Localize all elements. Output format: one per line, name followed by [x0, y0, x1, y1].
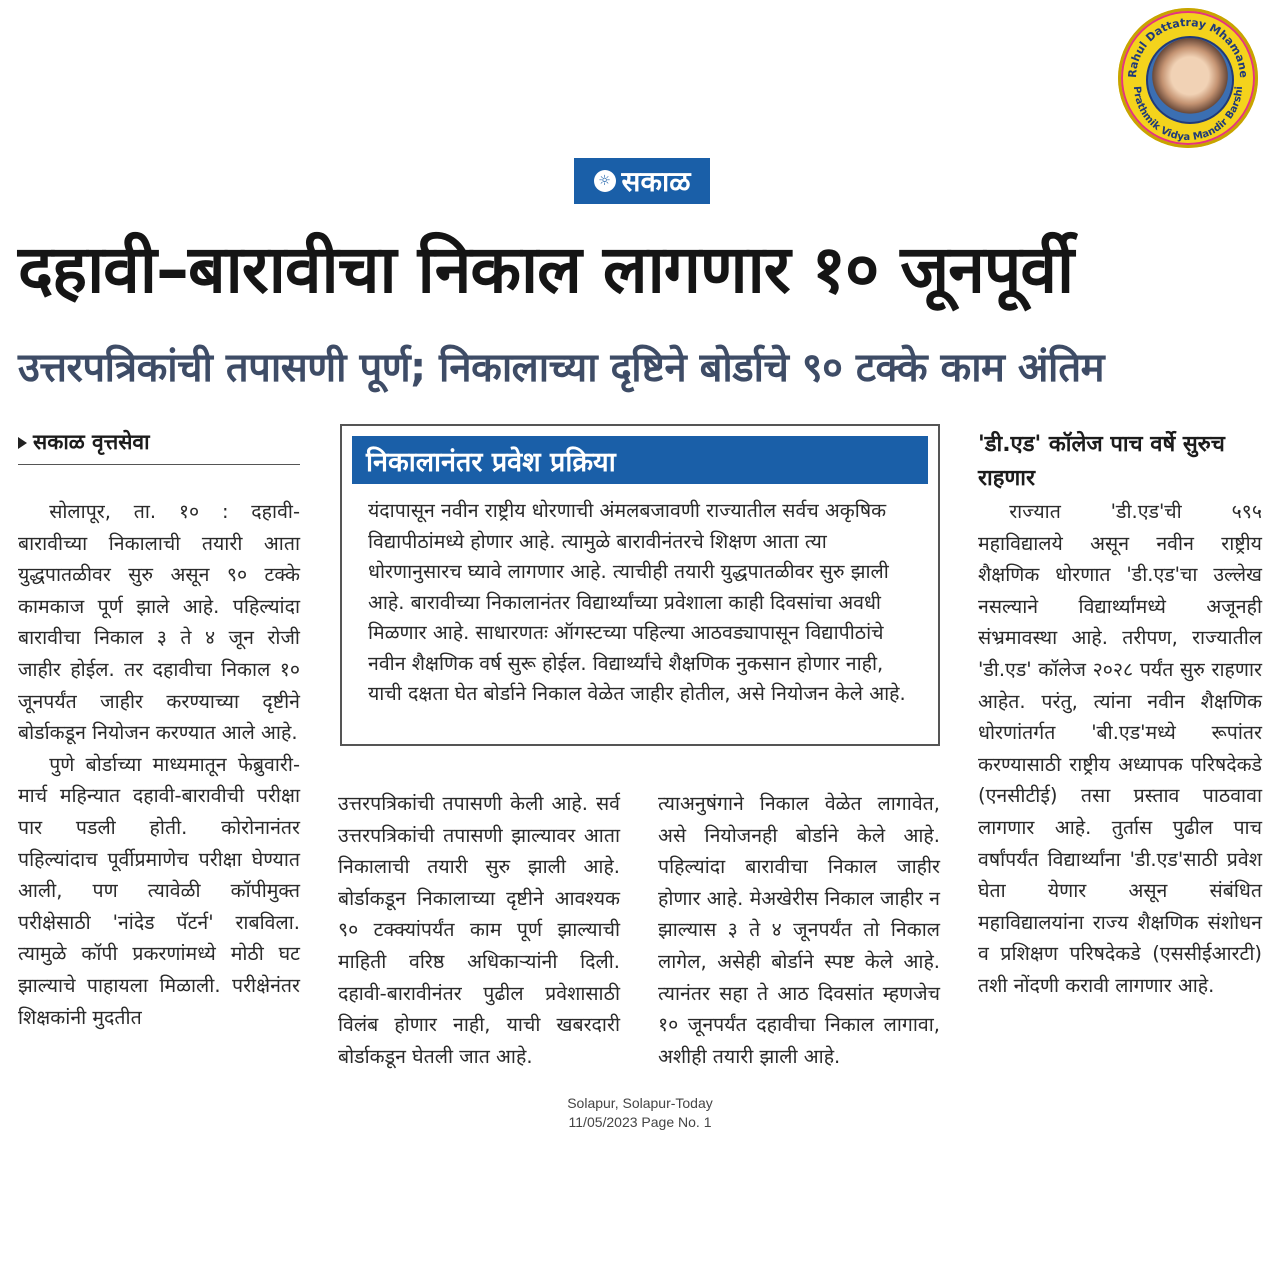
headline: दहावी–बारावीचा निकाल लागणार १० जूनपूर्वी — [18, 231, 1074, 308]
masthead-name: सकाळ — [621, 165, 691, 198]
newspaper-masthead — [574, 158, 710, 204]
col1-paragraph-1: सोलापूर, ता. १० : दहावी-बारावीच्या निकालाची तयारी आता युद्धपातळीवर सुरु असून ९० टक्के कामकाज पूर्ण झाले आहे. पहिल्यांदा बारावीचा निकाल ३ ते ४ जून रोजी जाहीर होईल. तर दहावीचा निकाल १० जूनपर्यंत जाहीर करण्याच्या दृष्टीने बोर्डाकडून नियोजन करण्यात आले आहे. — [18, 500, 300, 745]
sidebar-box — [340, 424, 940, 746]
col2-text: उत्तरपत्रिकांची तपासणी केली आहे. सर्व उत्तरपत्रिकांची तपासणी झाल्यावर आता निकालाची तयारी सुरु झाली आहे. बोर्डाकडून निकालाच्या दृष्टीने आवश्यक ९० टक्क्यांपर्यंत काम पूर्ण झाल्याची माहिती वरिष्ठ अधिकाऱ्यांनी दिली. दहावी-बारावीनंतर पुढील प्रवेशासाठी विलंब होणार नाही, याची खबरदारी बोर्डाकडून घेतली जात आहे. — [338, 792, 620, 1068]
triangle-bullet-icon — [18, 437, 27, 449]
byline-text: सकाळ वृत्तसेवा — [33, 430, 150, 454]
dateline-place: Solapur, Solapur-Today — [567, 1095, 713, 1111]
side-story-column — [978, 496, 1262, 1002]
sakal-logo-icon: ☼ — [594, 170, 616, 192]
article-column-3 — [658, 788, 940, 1072]
box-body: यंदापासून नवीन राष्ट्रीय धोरणाची अंमलबजावणी राज्यातील सर्वच अकृषिक विद्यापीठांमध्ये होणार आहे. त्यामुळे बारावीनंतरचे शिक्षण आता त्या धोरणानुसारच घ्यावे लागणार आहे. त्याचीही तयारी युद्धपातळीवर सुरु झाली आहे. बारावीच्या निकालानंतर विद्यार्थ्यांच्या प्रवेशाला काही दिवसांचा अवधी मिळणार आहे. साधारणतः ऑगस्टच्या पहिल्या आठवड्यापासून विद्यापीठांचे नवीन शैक्षणिक वर्ष सुरू होईल. विद्यार्थ्यांचे शैक्षणिक नुकसान होणार नाही, याची दक्षता घेत बोर्डाने निकाल वेळेत जाहीर होतील, असे नियोजन केले आहे. — [368, 499, 906, 705]
box-title: निकालानंतर प्रवेश प्रक्रिया — [352, 436, 928, 484]
badge-top-text: Rahul Dattatray Mhamane — [1125, 15, 1251, 79]
dateline — [540, 1094, 740, 1132]
side-story-title: 'डी.एड' कॉलेज पाच वर्षे सुरुच राहणार — [978, 432, 1225, 491]
dateline-date-page: 11/05/2023 Page No. 1 — [568, 1114, 712, 1130]
subheadline: उत्तरपत्रिकांची तपासणी पूर्ण; निकालाच्या दृष्टिने बोर्डाचे ९० टक्के काम अंतिम — [18, 345, 1105, 391]
profile-badge — [1118, 8, 1258, 148]
side-story-body: राज्यात 'डी.एड'ची ५९५ महाविद्यालये असून नवीन राष्ट्रीय शैक्षणिक धोरणात 'डी.एड'चा उल्लेख नसल्याने विद्यार्थ्यांमध्ये अजूनही संभ्रमावस्था आहे. तरीपण, राज्यातील 'डी.एड' कॉलेज २०२८ पर्यंत सुरु राहणार आहेत. परंतु, त्यांना नवीन शैक्षणिक धोरणांतर्गत 'बी.एड'मध्ये रूपांतर करण्यासाठी राष्ट्रीय अध्यापक परिषदेकडे (एनसीटीई) तसा प्रस्ताव पाठवावा लागणार आहे. तुर्तास पुढील पाच वर्षांपर्यंत विद्यार्थ्यांना 'डी.एड'साठी प्रवेश घेता येणार असून संबंधित महाविद्यालयांना राज्य शैक्षणिक संशोधन व प्रशिक्षण परिषदेकडे (एससीईआरटी) तशी नोंदणी करावी लागणार आहे. — [978, 500, 1262, 997]
badge-bottom-text: Prathmik Vidya Mandir Barshi — [1130, 85, 1246, 144]
col3-text: त्याअनुषंगाने निकाल वेळेत लागावेत, असे नियोजनही बोर्डाने केले आहे. पहिल्यांदा बारावीचा निकाल जाहीर होणार आहे. मेअखेरीस निकाल जाहीर न झाल्यास ३ ते ४ जूनपर्यंत तो निकाल लागेल, असेही बोर्डाने स्पष्ट केले आहे. त्यानंतर सहा ते आठ दिवसांत म्हणजेच १० जूनपर्यंत दहावीचा निकाल लागावा, अशीही तयारी झाली आहे. — [658, 792, 940, 1068]
portrait-photo — [1146, 36, 1234, 124]
article-column-1 — [18, 496, 300, 1033]
col1-paragraph-2: पुणे बोर्डाच्या माध्यमातून फेब्रुवारी-मार्च महिन्यात दहावी-बारावीची परीक्षा पार पडली होती. कोरोनानंतर पहिल्यांदाच पूर्वीप्रमाणेच परीक्षा घेण्यात आली, पण त्यावेळी कॉपीमुक्त परीक्षेसाठी 'नांदेड पॅटर्न' राबविला. त्यामुळे कॉपी प्रकरणांमध्ये मोठी घट झाल्याचे पाहायला मिळाली. परीक्षेनंतर शिक्षकांनी मुदतीत — [18, 752, 300, 1029]
article-column-2 — [338, 788, 620, 1072]
byline — [18, 428, 300, 465]
